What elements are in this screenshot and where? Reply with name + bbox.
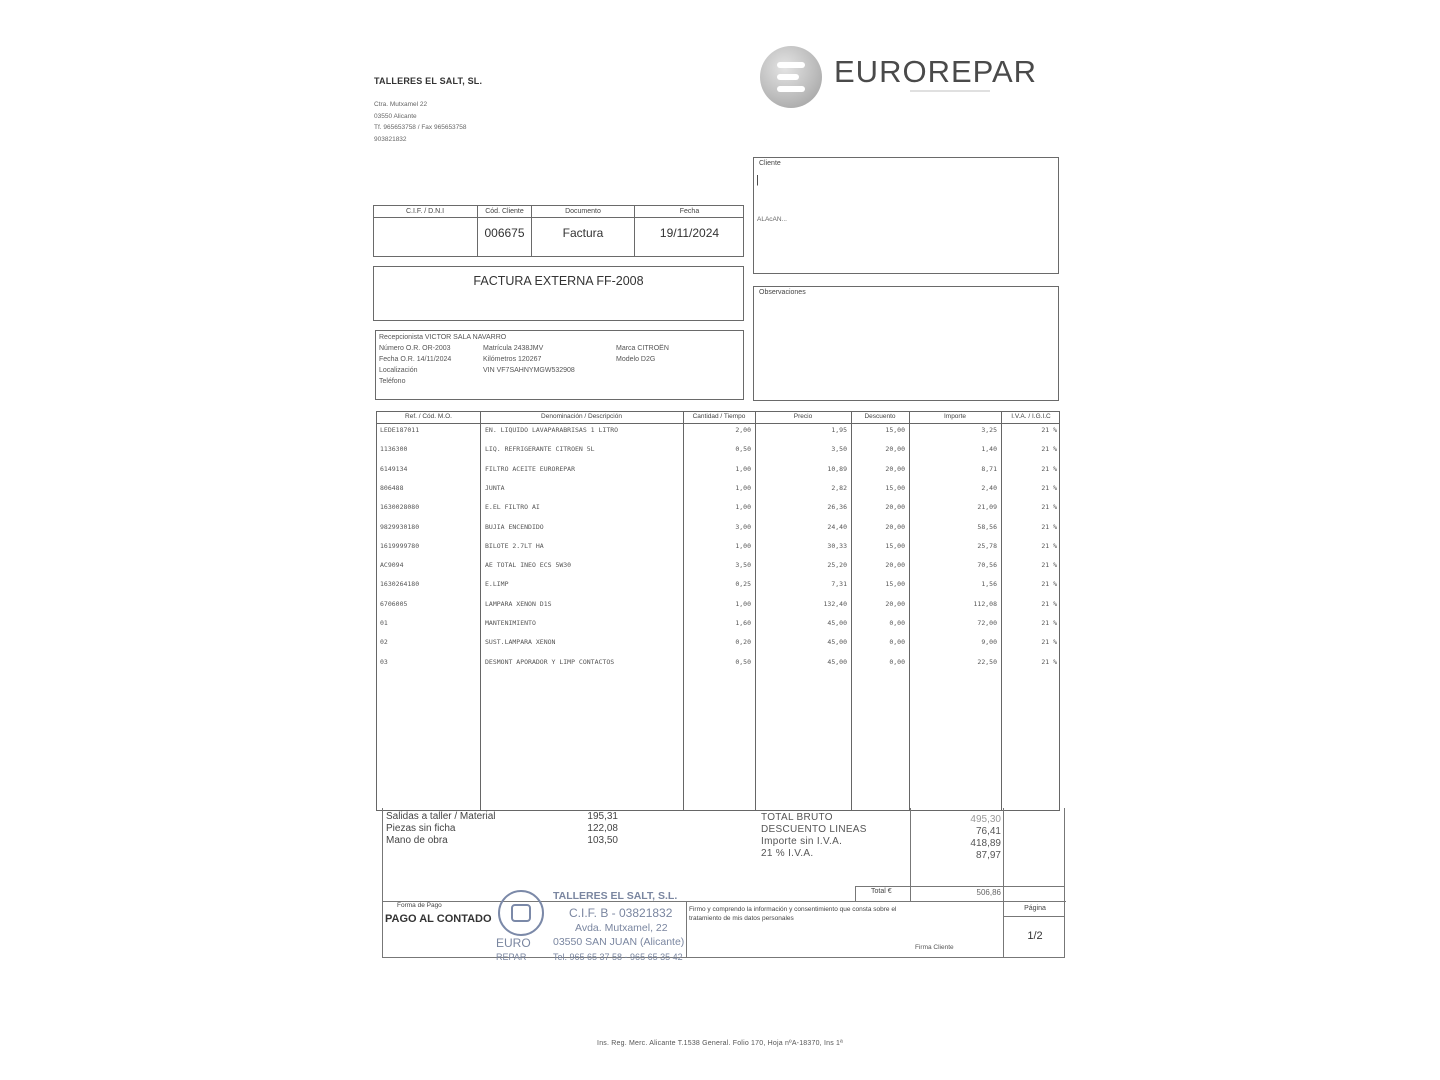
item-ref: 6706005 [380,599,408,608]
item-ref: 03 [380,657,388,666]
client-box [753,157,1059,274]
item-price: 45,00 [827,657,847,666]
labor-value: 103,50 [587,835,618,846]
item-vat: 21 % [1041,522,1057,531]
item-quantity: 3,00 [735,522,751,531]
item-vat: 21 % [1041,561,1057,570]
payment-method: PAGO AL CONTADO [385,913,492,925]
table-row [377,619,1059,638]
item-amount: 21,09 [977,503,997,512]
material-label: Salidas a taller / Material [386,811,496,822]
item-quantity: 1,00 [735,464,751,473]
item-ref: 1619999780 [380,541,420,550]
item-quantity: 3,50 [735,561,751,570]
item-quantity: 1,00 [735,599,751,608]
item-description: EN. LIQUIDO LAVAPARABRISAS 1 LITRO [485,426,619,434]
company-address-line: Tf. 965653758 / Fax 965653758 [374,124,467,132]
item-ref: 6149134 [380,464,408,473]
col-discount: Descuento [864,413,896,420]
col-vat: I.V.A. / I.G.I.C [1011,413,1051,420]
item-description: LIQ. REFRIGERANTE CITROEN 5L [485,445,595,454]
table-row [377,426,1059,445]
company-address [374,99,467,145]
page-number: 1/2 [1027,930,1043,942]
client-city: ALAcAN... [757,216,787,223]
item-description: SUST.LAMPARA XENON [485,638,556,647]
receptionist: Recepcionista VICTOR SALA NAVARRO [379,334,507,341]
vin: VIN VF7SAHNYMGW532908 [483,367,575,374]
parts-value: 122,08 [587,823,618,834]
item-description: E.LIMP [485,580,509,589]
document-value: Factura [562,226,604,240]
document-info-table [373,205,744,257]
item-quantity: 0,50 [735,657,751,666]
item-ref: 9829930180 [380,522,420,531]
client-code-value: 006675 [484,226,525,240]
gross-total-label: TOTAL BRUTO [761,812,833,823]
item-discount: 15,00 [885,580,905,589]
client-line: | [756,174,759,186]
item-discount: 0,00 [889,638,905,647]
item-description: MANTENIMIENTO [485,619,536,627]
item-vat: 21 % [1041,638,1057,647]
item-amount: 2,40 [981,483,997,492]
net-value: 418,89 [970,838,1001,849]
observations-label: Observaciones [759,289,806,296]
data-consent-text: Firmo y comprendo la información y consentimiento que consta sobre el tratamiento de mis datos personales [689,906,897,922]
phone: Teléfono [379,378,406,385]
table-row [377,542,1059,561]
work-order-box [375,330,744,400]
table-row [377,600,1059,619]
client-label: Cliente [759,160,781,167]
table-row [377,523,1059,542]
item-ref: 1136300 [380,445,408,454]
item-description: E.EL FILTRO AI [485,503,540,512]
col-amount: Importe [943,413,967,420]
eurorepar-logo [760,44,1060,110]
col-ref: Ref. / Cód. M.O. [405,413,452,420]
item-discount: 20,00 [885,503,905,512]
item-vat: 21 % [1041,580,1057,589]
item-description: LAMPARA XENON D1S [485,599,552,608]
item-description: BILOTE 2.7LT HA [485,541,544,550]
item-quantity: 1,00 [735,503,751,512]
stamp-logo-top: EURO [496,936,531,950]
item-price: 132,40 [823,599,847,608]
observations-box [753,286,1059,401]
col-price: Precio [793,413,813,420]
item-price: 45,00 [827,619,847,627]
item-price: 3,50 [831,445,847,454]
table-row [377,561,1059,580]
stamp-city: 03550 SAN JUAN (Alicante) [553,936,685,948]
eurorepar-logo-icon [760,46,822,108]
item-amount: 1,56 [981,580,997,589]
date-value: 19/11/2024 [659,226,720,240]
item-quantity: 0,25 [735,580,751,589]
table-row [377,465,1059,484]
stamp-logo-bottom: REPAR [496,952,527,962]
items-table [376,411,1060,811]
kilometers: Kilómetros 120267 [483,356,542,363]
item-description: JUNTA [485,483,505,492]
client-code-header: Cód. Cliente [478,206,531,218]
item-amount: 112,08 [973,599,997,608]
item-amount: 8,71 [981,464,997,473]
item-price: 45,00 [827,638,847,647]
item-quantity: 1,60 [735,619,751,627]
item-amount: 25,78 [977,541,997,550]
col-description: Denominación / Descripción [541,413,622,420]
item-quantity: 0,20 [735,638,751,647]
vehicle-model: Modelo D2G [616,356,656,363]
location: Localización [379,367,418,374]
vat-value: 87,97 [975,850,1001,861]
document-header: Documento [532,206,634,218]
item-discount: 15,00 [885,541,905,550]
item-amount: 58,56 [977,522,997,531]
invoice-title: FACTURA EXTERNA FF-2008 [473,274,644,288]
item-price: 7,31 [831,580,847,589]
item-amount: 22,50 [977,657,997,666]
item-ref: 02 [380,638,388,647]
item-ref: AC9094 [380,561,404,570]
item-vat: 21 % [1041,464,1057,473]
item-amount: 72,00 [977,619,997,627]
registry-footer: Ins. Reg. Merc. Alicante T.1538 General. Folio 170, Hoja nºA-18370, Ins 1ª [597,1040,843,1047]
table-row [377,484,1059,503]
vehicle-brand: Marca CITROËN [616,345,669,352]
item-price: 10,89 [827,464,847,473]
total-value: 506,86 [976,888,1001,897]
signature-label: Firma Cliente [915,944,954,951]
company-address-line: Ctra. Mutxamel 22 [374,101,428,108]
item-description: BUJIA ENCENDIDO [485,522,544,531]
item-amount: 70,56 [977,561,997,570]
item-discount: 20,00 [885,445,905,454]
item-discount: 20,00 [885,464,905,473]
stamp-company: TALLERES EL SALT, S.L. [553,890,678,902]
page-label: Página [1024,905,1046,912]
discount-value: 76,41 [975,826,1001,837]
item-discount: 20,00 [885,599,905,608]
invoice-title-box [373,266,744,321]
item-discount: 15,00 [885,426,905,434]
item-discount: 15,00 [885,483,905,492]
gross-total-value: 495,30 [970,814,1001,825]
material-value: 195,31 [587,811,618,822]
item-discount: 20,00 [885,561,905,570]
item-vat: 21 % [1041,426,1057,434]
item-description: FILTRO ACEITE EUROREPAR [485,464,576,473]
item-price: 30,33 [827,541,847,550]
item-ref: LEDE187011 [380,426,420,434]
company-stamp [495,888,705,968]
parts-label: Piezas sin ficha [386,823,456,834]
date-header: Fecha [635,206,744,218]
net-label: Importe sin I.V.A. [761,836,843,847]
plate: Matrícula 2438JMV [483,345,544,352]
table-row [377,658,1059,677]
item-amount: 3,25 [981,426,997,434]
item-description: DESMONT APORADOR Y LIMP CONTACTOS [485,657,615,666]
item-price: 1,95 [831,426,847,434]
stamp-cif: C.I.F. B - 03821832 [569,906,673,920]
item-discount: 20,00 [885,522,905,531]
item-vat: 21 % [1041,541,1057,550]
table-row [377,580,1059,599]
item-amount: 1,40 [981,445,997,454]
table-row [377,638,1059,657]
item-discount: 0,00 [889,619,905,627]
item-vat: 21 % [1041,599,1057,608]
item-ref: 806488 [380,483,404,492]
order-date: Fecha O.R. 14/11/2024 [379,356,452,363]
payment-label: Forma de Pago [397,902,442,909]
item-quantity: 1,00 [735,541,751,550]
item-price: 2,82 [831,483,847,492]
item-quantity: 1,00 [735,483,751,492]
brand-name: EUROREPAR [834,54,1038,89]
item-quantity: 2,00 [735,426,751,434]
item-ref: 1630028080 [380,503,420,512]
item-price: 24,40 [827,522,847,531]
item-vat: 21 % [1041,445,1057,454]
item-vat: 21 % [1041,619,1057,627]
item-amount: 9,00 [981,638,997,647]
discount-label: DESCUENTO LINEAS [761,824,867,835]
totals-area [382,808,1065,958]
item-vat: 21 % [1041,483,1057,492]
table-row [377,445,1059,464]
order-number: Número O.R. OR-2003 [379,345,451,352]
items-header [377,412,1059,424]
stamp-address: Avda. Mutxamel, 22 [575,922,668,934]
stamp-logo-icon [498,890,544,936]
cif-header: C.I.F. / D.N.I [373,206,477,218]
stamp-phone: Tel. 965 65 37 58 - 965 65 35 42 [553,952,683,962]
item-vat: 21 % [1041,657,1057,666]
item-price: 25,20 [827,561,847,570]
item-price: 26,36 [827,503,847,512]
item-discount: 0,00 [889,657,905,666]
company-name: TALLERES EL SALT, SL. [374,76,483,86]
col-quantity: Cantidad / Tiempo [692,413,746,420]
item-ref: 1630264180 [380,580,420,589]
item-quantity: 0,50 [735,445,751,454]
item-description: AE TOTAL INEO ECS 5W30 [485,561,572,570]
total-label: Total € [871,888,892,895]
company-address-line: 903821832 [374,135,407,143]
company-address-line: 03550 Alicante [374,112,417,120]
item-ref: 01 [380,619,388,627]
vat-label: 21 % I.V.A. [761,848,814,859]
labor-label: Mano de obra [386,835,448,846]
table-row [377,503,1059,522]
item-vat: 21 % [1041,503,1057,512]
